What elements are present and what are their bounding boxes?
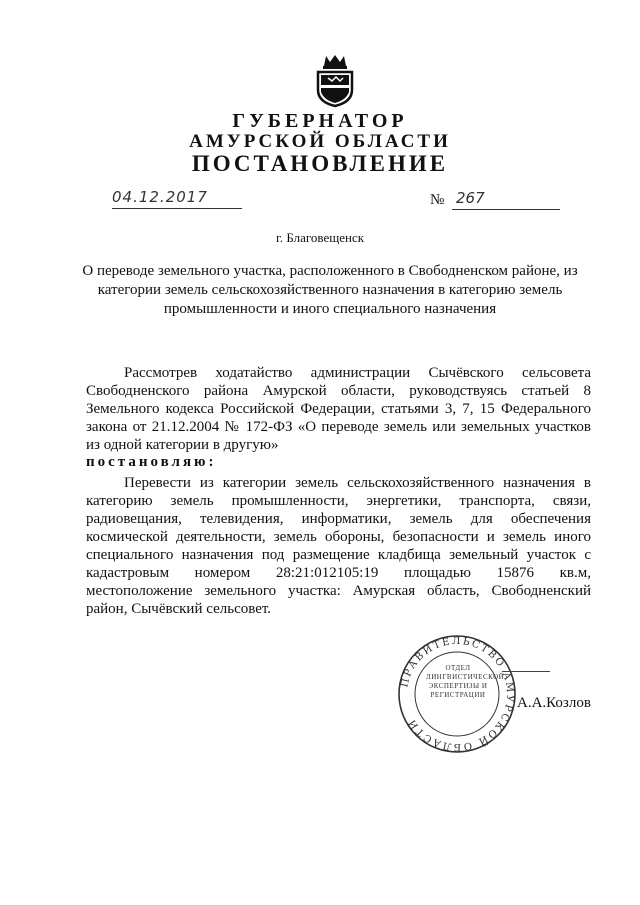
issuer-region: АМУРСКОЙ ОБЛАСТИ [189,131,451,152]
issuer-title: ГУБЕРНАТОР [232,110,408,132]
stamp-inner-text: ОТДЕЛ ЛИНГВИСТИЧЕСКОЙ ЭКСПЕРТИЗЫ И РЕГИСТРАЦИИ [426,664,505,699]
decision-paragraph: Перевести из категории земель сельскохозяйственного назначения в категорию земель промышленности, энергетики, транспорта, связи, радиовещания, телевидения, информатики, земель для обеспечения космической деятельности, земель обороны, безопасности и земель иного специального назначения под размещение кладбища земельный участок с кадастровым номером 28:21:012105:19 площадью 15876 кв.м, местоположение земельного участка: Амурская область, Свободненский район, Сычёвский сельсовет. [86,475,591,617]
stamp-outer-text: ПРАВИТЕЛЬСТВО АМУРСКОЙ ОБЛАСТИ [399,635,516,753]
document-subject: О переводе земельного участка, расположенного в Свободненском районе, из категории земель сельскохозяйственного назначения в категорию земель промышленности и иного специального назначения [82,263,578,317]
document-number: 267 [452,189,560,210]
decree-word: постановляю: [86,454,217,470]
city: г. Благовещенск [275,230,365,245]
coat-of-arms-icon [312,52,358,108]
document-type: ПОСТАНОВЛЕНИЕ [191,151,449,176]
preamble-paragraph: Рассмотрев ходатайство администрации Сычёвского сельсовета Свободненского района Амурской области, руководствуясь статьей 8 Земельного кодекса Российской Федерации, статьями 3, 7, 15 Федерального закона от 21.12.2004 № 172-ФЗ «О переводе земель или земельных участков из одной категории в другую» [86,365,591,453]
signature-stroke [502,671,550,672]
signatory-name: А.А.Козлов [517,695,591,711]
number-label: № [430,192,445,208]
document-date: 04.12.2017 [112,188,242,209]
